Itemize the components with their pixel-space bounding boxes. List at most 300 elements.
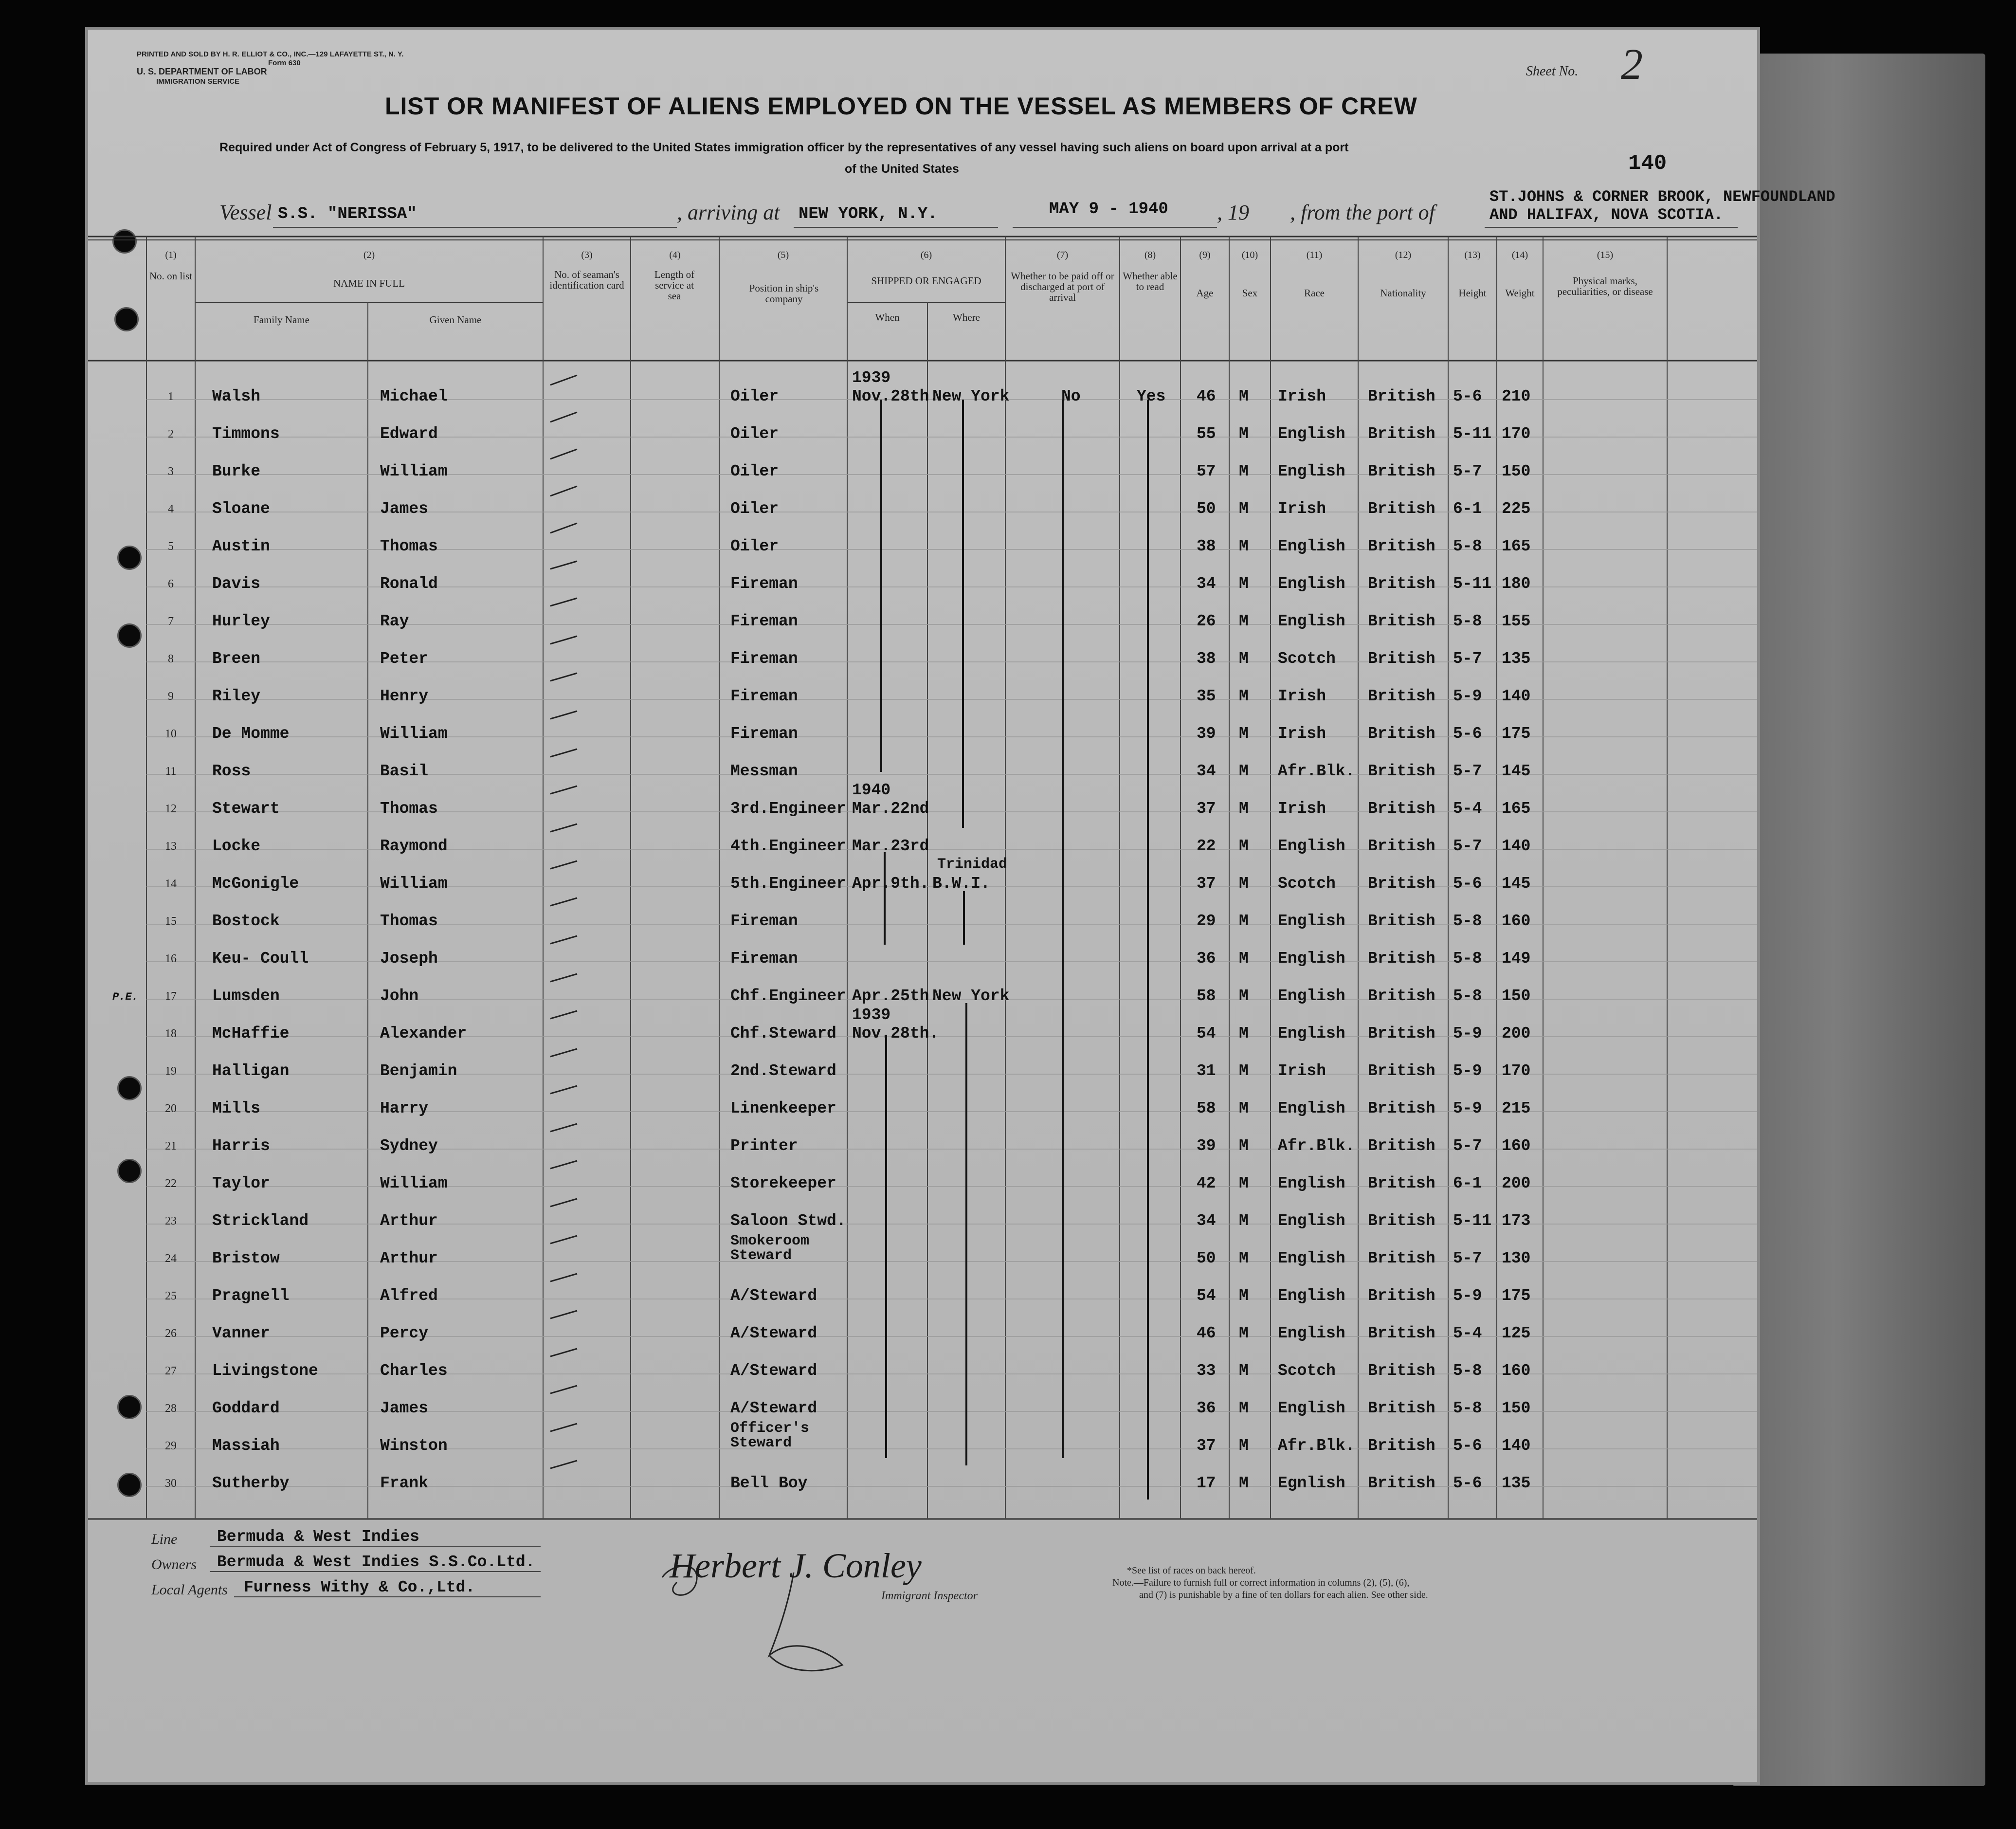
given-name: Basil [380, 762, 429, 780]
family-name: Vanner [212, 1324, 270, 1342]
weight: 140 [1502, 837, 1531, 855]
age: 38 [1197, 537, 1216, 555]
row-number: 14 [165, 878, 177, 890]
position: Chf.Steward [730, 1024, 836, 1043]
weight: 173 [1502, 1212, 1531, 1230]
table-row [88, 1212, 1757, 1231]
sex: M [1239, 1324, 1249, 1342]
race: Irish [1278, 500, 1326, 518]
row-number: 3 [168, 465, 174, 478]
able-to-read: Yes [1137, 387, 1166, 405]
position: Linenkeeper [730, 1099, 836, 1117]
row-number: 5 [168, 540, 174, 553]
row-number: 20 [165, 1102, 177, 1115]
shipped-year: 1939 [852, 1006, 891, 1024]
sex: M [1239, 875, 1249, 893]
weight: 170 [1502, 425, 1531, 443]
table-row [88, 500, 1757, 519]
height: 5-11 [1453, 425, 1492, 443]
given-name: Winston [380, 1437, 448, 1455]
age: 54 [1197, 1024, 1216, 1043]
sex: M [1239, 612, 1249, 630]
col-12-number: (12) [1395, 250, 1412, 260]
family-name: Locke [212, 837, 261, 855]
table-row [88, 1474, 1757, 1494]
table-row [88, 425, 1757, 444]
race: English [1278, 1399, 1345, 1417]
table-row [88, 856, 1757, 894]
given-name: Edward [380, 425, 438, 443]
weight: 135 [1502, 1474, 1531, 1492]
nationality: British [1368, 1062, 1435, 1080]
position: A/Steward [730, 1399, 817, 1417]
row-number: 19 [165, 1065, 177, 1078]
sex: M [1239, 800, 1249, 818]
sex: M [1239, 500, 1249, 518]
row-number: 22 [165, 1177, 177, 1190]
weight: 225 [1502, 500, 1531, 518]
position: Messman [730, 762, 798, 780]
row-number: 11 [165, 765, 177, 778]
position: Fireman [730, 575, 798, 593]
given-name: Joseph [380, 950, 438, 968]
given-name: James [380, 1399, 429, 1417]
table-row [88, 725, 1757, 744]
given-name: Arthur [380, 1212, 438, 1230]
weight: 155 [1502, 612, 1531, 630]
form-title: LIST OR MANIFEST OF ALIENS EMPLOYED ON THE VESSEL AS MEMBERS OF CREW [385, 92, 1417, 120]
col-header-race: Race [1304, 287, 1325, 299]
table-row [88, 1174, 1757, 1194]
race: English [1278, 575, 1345, 593]
vessel-name: S.S. "NERISSA" [278, 205, 417, 223]
table-row [88, 762, 1757, 782]
col-6-number: (6) [920, 250, 932, 260]
col-header-height: Height [1458, 287, 1487, 299]
table-row [88, 1062, 1757, 1081]
height: 5-9 [1453, 687, 1482, 705]
weight: 165 [1502, 537, 1531, 555]
height: 5-7 [1453, 1137, 1482, 1155]
height: 5-4 [1453, 800, 1482, 818]
age: 55 [1197, 425, 1216, 443]
nationality: British [1368, 462, 1435, 480]
sex: M [1239, 1099, 1249, 1117]
family-name: Massiah [212, 1437, 280, 1455]
race: Afr.Blk. [1278, 762, 1355, 780]
row-number: 28 [165, 1402, 177, 1415]
family-name: Bristow [212, 1249, 280, 1267]
given-name: Harry [380, 1099, 429, 1117]
race: English [1278, 837, 1345, 855]
sex: M [1239, 425, 1249, 443]
weight: 165 [1502, 800, 1531, 818]
height: 5-8 [1453, 912, 1482, 930]
row-number: 27 [165, 1365, 177, 1377]
sex: M [1239, 912, 1249, 930]
nationality: British [1368, 1399, 1435, 1417]
col-11-number: (11) [1306, 250, 1323, 260]
given-name: Ray [380, 612, 409, 630]
age: 58 [1197, 1099, 1216, 1117]
race: English [1278, 1099, 1345, 1117]
weight: 170 [1502, 1062, 1531, 1080]
family-name: Hurley [212, 612, 270, 630]
row-number: 24 [165, 1252, 177, 1265]
height: 5-8 [1453, 950, 1482, 968]
age: 37 [1197, 800, 1216, 818]
given-name: Charles [380, 1362, 448, 1380]
given-name: Ronald [380, 575, 438, 593]
sex: M [1239, 950, 1249, 968]
race: English [1278, 1287, 1345, 1305]
age: 36 [1197, 1399, 1216, 1417]
stamp-number: 140 [1628, 151, 1667, 176]
position: Fireman [730, 650, 798, 668]
family-name: McHaffie [212, 1024, 290, 1043]
weight: 160 [1502, 1137, 1531, 1155]
nationality: British [1368, 425, 1435, 443]
height: 5-11 [1453, 575, 1492, 593]
family-name: Halligan [212, 1062, 290, 1080]
height: 5-8 [1453, 1362, 1482, 1380]
nationality: British [1368, 1362, 1435, 1380]
sex: M [1239, 1362, 1249, 1380]
position: Steward [730, 1247, 792, 1264]
age: 39 [1197, 1137, 1216, 1155]
table-row [88, 1324, 1757, 1344]
given-name: Benjamin [380, 1062, 457, 1080]
position: Oiler [730, 537, 779, 555]
family-name: Sutherby [212, 1474, 290, 1492]
table-row [88, 1287, 1757, 1306]
weight: 125 [1502, 1324, 1531, 1342]
height: 5-9 [1453, 1024, 1482, 1043]
sex: M [1239, 575, 1249, 593]
table-row [88, 575, 1757, 594]
table-row [88, 950, 1757, 969]
family-name: Goddard [212, 1399, 280, 1417]
weight: 130 [1502, 1249, 1531, 1267]
service: IMMIGRATION SERVICE [156, 77, 240, 86]
arrival-date: MAY 9 - 1940 [1049, 200, 1168, 219]
col-header-age: Age [1196, 287, 1214, 299]
given-name: Sydney [380, 1137, 438, 1155]
position: Steward [730, 1435, 792, 1451]
table-row [88, 1233, 1757, 1269]
position: Storekeeper [730, 1174, 836, 1192]
age: 57 [1197, 462, 1216, 480]
from-port-label: , from the port of [1290, 201, 1435, 224]
race: Irish [1278, 725, 1326, 743]
given-name: Raymond [380, 837, 448, 855]
height: 6-1 [1453, 1174, 1482, 1192]
row-number: 16 [165, 952, 177, 965]
weight: 150 [1502, 1399, 1531, 1417]
inspector-signature: Herbert J. Conley [670, 1546, 922, 1585]
height: 5-8 [1453, 1399, 1482, 1417]
table-row [88, 612, 1757, 632]
family-name: Burke [212, 462, 261, 480]
weight: 160 [1502, 1362, 1531, 1380]
family-name: Austin [212, 537, 270, 555]
height: 5-7 [1453, 462, 1482, 480]
table-row [88, 1137, 1757, 1156]
owners-label: Owners [151, 1556, 197, 1573]
nationality: British [1368, 1137, 1435, 1155]
shipped-when: Mar.22nd [852, 800, 929, 818]
race: Egnlish [1278, 1474, 1345, 1492]
given-name: William [380, 462, 448, 480]
table-row [88, 1362, 1757, 1381]
col-header-position: Position in ship's company [749, 282, 819, 305]
paid-off: No [1061, 387, 1081, 405]
col-header-read: Whether able to read [1123, 270, 1178, 293]
nationality: British [1368, 1024, 1435, 1043]
col-8-number: (8) [1144, 250, 1156, 260]
family-name: Davis [212, 575, 261, 593]
family-name: Keu- Coull [212, 950, 309, 968]
race: English [1278, 1174, 1345, 1192]
height: 5-7 [1453, 650, 1482, 668]
family-name: Strickland [212, 1212, 309, 1230]
shipped-where-line-1: Trinidad [937, 856, 1008, 873]
sheet-number: 2 [1621, 40, 1643, 89]
col-header-no: No. on list [149, 270, 193, 282]
position: Saloon Stwd. [730, 1212, 846, 1230]
age: 33 [1197, 1362, 1216, 1380]
from-port-line-2: AND HALIFAX, NOVA SCOTIA. [1489, 206, 1724, 224]
col-header-when: When [875, 311, 900, 323]
position: Fireman [730, 950, 798, 968]
height: 5-8 [1453, 612, 1482, 630]
position: 4th.Engineer [730, 837, 846, 855]
family-name: Lumsden [212, 987, 280, 1005]
family-name: Riley [212, 687, 261, 705]
race: English [1278, 1249, 1345, 1267]
owners-value: Bermuda & West Indies S.S.Co.Ltd. [217, 1553, 535, 1571]
line-label: Line [151, 1531, 178, 1547]
table-row [88, 987, 1757, 1006]
row-number: 21 [165, 1140, 177, 1152]
position: Oiler [730, 425, 779, 443]
position: Chf.Engineer [730, 987, 846, 1005]
family-name: Bostock [212, 912, 280, 930]
race: English [1278, 1324, 1345, 1342]
age: 38 [1197, 650, 1216, 668]
age: 34 [1197, 762, 1216, 780]
col-9-number: (9) [1199, 250, 1211, 260]
given-name: Arthur [380, 1249, 438, 1267]
col-13-number: (13) [1464, 250, 1481, 260]
race: English [1278, 612, 1345, 630]
family-name: Walsh [212, 387, 261, 405]
family-name: Livingstone [212, 1362, 318, 1380]
penalty-note-2: and (7) is punishable by a fine of ten dollars for each alien. See other side. [1139, 1590, 1428, 1600]
col-header-physical-marks: Physical marks, peculiarities, or disease [1557, 275, 1653, 297]
age: 58 [1197, 987, 1216, 1005]
nationality: British [1368, 650, 1435, 668]
position: Oiler [730, 387, 779, 405]
sex: M [1239, 837, 1249, 855]
nationality: British [1368, 762, 1435, 780]
age: 29 [1197, 912, 1216, 930]
height: 5-6 [1453, 875, 1482, 893]
weight: 150 [1502, 987, 1531, 1005]
position: A/Steward [730, 1362, 817, 1380]
table-row [88, 462, 1757, 482]
row-number: 26 [165, 1327, 177, 1340]
given-name: Thomas [380, 800, 438, 818]
family-name: Harris [212, 1137, 270, 1155]
col-header-given-name: Given Name [429, 314, 482, 326]
age: 42 [1197, 1174, 1216, 1192]
nationality: British [1368, 1249, 1435, 1267]
row-number: 12 [165, 803, 177, 815]
age: 54 [1197, 1287, 1216, 1305]
age: 34 [1197, 575, 1216, 593]
shipped-when: Apr.9th. [852, 875, 929, 893]
nationality: British [1368, 837, 1435, 855]
row-number: 6 [168, 578, 174, 590]
table-row [88, 1420, 1757, 1456]
position: 5th.Engineer [730, 875, 846, 893]
position: Oiler [730, 462, 779, 480]
position-line-1: Smokeroom [730, 1233, 810, 1249]
age: 46 [1197, 1324, 1216, 1342]
height: 6-1 [1453, 500, 1482, 518]
sex: M [1239, 1062, 1249, 1080]
position: 3rd.Engineer [730, 800, 846, 818]
row-number: 17 [165, 990, 177, 1003]
race: Scotch [1278, 650, 1336, 668]
sex: M [1239, 1212, 1249, 1230]
weight: 145 [1502, 762, 1531, 780]
race: Scotch [1278, 1362, 1336, 1380]
family-name: Ross [212, 762, 251, 780]
nationality: British [1368, 1437, 1435, 1455]
position: 2nd.Steward [730, 1062, 836, 1080]
given-name: William [380, 1174, 448, 1192]
race: Afr.Blk. [1278, 1137, 1355, 1155]
race: English [1278, 1212, 1345, 1230]
table-row [88, 650, 1757, 669]
shipped-where: B.W.I. [932, 875, 990, 893]
races-note: *See list of races on back hereof. [1127, 1565, 1256, 1576]
height: 5-6 [1453, 725, 1482, 743]
nationality: British [1368, 1287, 1435, 1305]
sheet-label: Sheet No. [1526, 64, 1579, 79]
weight: 200 [1502, 1024, 1531, 1043]
table-row [88, 687, 1757, 707]
weight: 135 [1502, 650, 1531, 668]
given-name: Michael [380, 387, 448, 405]
nationality: British [1368, 537, 1435, 555]
shipped-where: New York [932, 987, 1010, 1005]
weight: 210 [1502, 387, 1531, 405]
nationality: British [1368, 912, 1435, 930]
race: English [1278, 1024, 1345, 1043]
nationality: British [1368, 1474, 1435, 1492]
inspector-label: Immigrant Inspector [881, 1590, 978, 1602]
height: 5-6 [1453, 387, 1482, 405]
year-label: , 19 [1217, 201, 1249, 224]
weight: 150 [1502, 462, 1531, 480]
row-number: 8 [168, 653, 174, 665]
table-row [88, 1006, 1757, 1044]
back-sheet [1732, 54, 1985, 1786]
height: 5-9 [1453, 1099, 1482, 1117]
col-15-number: (15) [1597, 250, 1614, 260]
sex: M [1239, 1137, 1249, 1155]
height: 5-7 [1453, 762, 1482, 780]
col-header-paid-off: Whether to be paid off or discharged at port of arrival [1011, 270, 1114, 303]
given-name: Percy [380, 1324, 429, 1342]
sex: M [1239, 1024, 1249, 1043]
row-number: 4 [168, 503, 174, 515]
weight: 175 [1502, 1287, 1531, 1305]
nationality: British [1368, 1212, 1435, 1230]
weight: 160 [1502, 912, 1531, 930]
height: 5-8 [1453, 537, 1482, 555]
position: Fireman [730, 612, 798, 630]
col-header-sex: Sex [1242, 287, 1258, 299]
shipped-where: New York [932, 387, 1010, 405]
table-row [88, 1399, 1757, 1419]
family-name: De Momme [212, 725, 290, 743]
race: English [1278, 950, 1345, 968]
weight: 145 [1502, 875, 1531, 893]
family-name: Mills [212, 1099, 261, 1117]
position: A/Steward [730, 1287, 817, 1305]
sex: M [1239, 1437, 1249, 1455]
sex: M [1239, 687, 1249, 705]
col-1-number: (1) [165, 250, 177, 260]
table-row [88, 912, 1757, 932]
age: 31 [1197, 1062, 1216, 1080]
position-line-1: Officer's [730, 1420, 810, 1437]
given-name: William [380, 725, 448, 743]
height: 5-8 [1453, 987, 1482, 1005]
col-header-where: Where [953, 311, 980, 323]
row-number: 25 [165, 1290, 177, 1302]
form-subtitle-1: Required under Act of Congress of February 5, 1917, to be delivered to the United States immigration officer by the representatives of any vessel having such aliens on board upon arrival at a port [219, 141, 1349, 154]
race: English [1278, 425, 1345, 443]
form-number: Form 630 [268, 59, 301, 67]
race: Irish [1278, 387, 1326, 405]
col-7-number: (7) [1056, 250, 1069, 260]
weight: 140 [1502, 687, 1531, 705]
family-name: Sloane [212, 500, 270, 518]
row-number: 18 [165, 1027, 177, 1040]
arriving-label: , arriving at [677, 201, 780, 224]
row-number: 1 [168, 390, 174, 403]
nationality: British [1368, 950, 1435, 968]
agents-label: Local Agents [151, 1582, 228, 1598]
shipped-year: 1939 [852, 369, 891, 387]
weight: 175 [1502, 725, 1531, 743]
nationality: British [1368, 1324, 1435, 1342]
age: 50 [1197, 1249, 1216, 1267]
table-row [88, 781, 1757, 819]
race: English [1278, 462, 1345, 480]
nationality: British [1368, 1099, 1435, 1117]
age: 22 [1197, 837, 1216, 855]
weight: 215 [1502, 1099, 1531, 1117]
arrival-port: NEW YORK, N.Y. [799, 205, 938, 223]
nationality: British [1368, 612, 1435, 630]
sex: M [1239, 987, 1249, 1005]
